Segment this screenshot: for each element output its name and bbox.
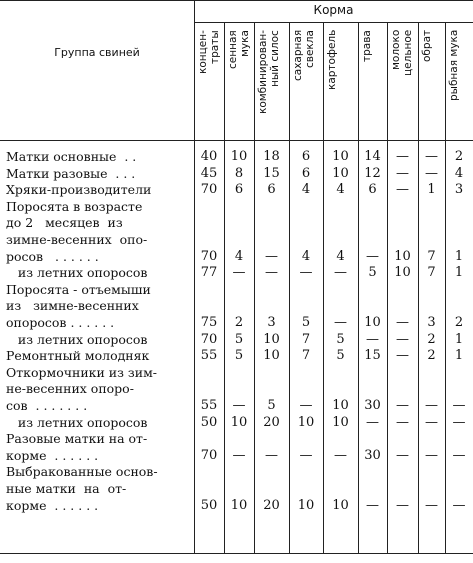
- value-cell: 45: [200, 165, 218, 181]
- value-cell: —: [396, 331, 409, 347]
- value-cell: —: [334, 315, 347, 330]
- row-label: Матки основные . .: [6, 149, 137, 164]
- rule-line: [0, 0, 473, 1]
- value-cell: 10: [394, 265, 411, 281]
- value-cell: 2: [234, 315, 244, 330]
- value-cell: 1: [454, 248, 464, 264]
- value-cell: —: [425, 447, 438, 463]
- value-cell: 4: [336, 182, 345, 198]
- value-cell: 1: [454, 265, 464, 281]
- row-label: Откормочники из зим-: [6, 364, 158, 380]
- value-cell: 2: [427, 348, 436, 364]
- value-cell: 10: [263, 331, 280, 347]
- value-cell: 18: [263, 149, 280, 164]
- value-cell: —: [425, 497, 438, 513]
- value-cell: 6: [234, 182, 244, 198]
- row-label: не-весенних опоро-: [6, 381, 134, 397]
- row-label: Ремонтный молодняк: [6, 348, 150, 364]
- value-cell: 6: [301, 165, 311, 181]
- value-cell: —: [452, 414, 466, 430]
- value-cell: 5: [234, 348, 244, 364]
- value-cell: 8: [234, 165, 244, 181]
- row-label: зимне-весенних опо-: [6, 232, 148, 247]
- rule-line: [0, 553, 473, 554]
- value-cell: —: [366, 248, 379, 264]
- column-header: сенная мука: [227, 30, 251, 69]
- row-label: из зимне-весенних: [6, 298, 139, 314]
- value-cell: —: [425, 398, 438, 413]
- value-cell: 4: [301, 182, 311, 198]
- value-cell: —: [396, 149, 409, 164]
- column-header: трава: [361, 30, 373, 62]
- value-cell: 10: [230, 149, 248, 164]
- column-header: сахарная свекла: [292, 30, 316, 82]
- row-label: росов . . . . . .: [6, 248, 99, 264]
- value-cell: —: [396, 414, 409, 430]
- value-cell: 55: [200, 348, 218, 364]
- row-label: Разовые матки на от-: [6, 431, 148, 447]
- column-header: картофель: [326, 30, 338, 91]
- value-cell: 70: [200, 248, 218, 264]
- value-cell: 5: [267, 398, 276, 413]
- value-cell: —: [425, 149, 438, 164]
- value-cell: —: [366, 414, 379, 430]
- value-cell: 10: [332, 149, 349, 164]
- row-label: Хряки-производители: [6, 182, 152, 198]
- value-cell: 5: [301, 315, 311, 330]
- value-cell: 75: [200, 315, 218, 330]
- row-label: ные матки на от-: [6, 481, 127, 496]
- row-label: Поросята в возрасте: [6, 198, 143, 214]
- value-cell: 7: [427, 265, 436, 281]
- value-cell: 2: [454, 315, 464, 330]
- value-cell: —: [299, 265, 313, 281]
- value-cell: 70: [200, 182, 218, 198]
- value-cell: 3: [267, 315, 276, 330]
- value-cell: —: [232, 447, 246, 463]
- value-cell: 10: [297, 414, 315, 430]
- value-cell: 6: [267, 182, 276, 198]
- value-cell: 15: [364, 348, 381, 364]
- value-cell: 70: [200, 447, 218, 463]
- column-divider: [323, 22, 324, 553]
- value-cell: —: [265, 447, 278, 463]
- header-group-label: Группа свиней: [54, 46, 140, 59]
- row-label: из летних опоросов: [6, 265, 148, 281]
- value-cell: 12: [364, 165, 381, 181]
- value-cell: 40: [200, 149, 218, 164]
- rule-line: [0, 140, 473, 141]
- value-cell: 10: [230, 414, 248, 430]
- column-divider: [224, 22, 225, 553]
- value-cell: 10: [394, 248, 411, 264]
- value-cell: —: [396, 348, 409, 364]
- column-header: рыбная мука: [448, 30, 460, 102]
- value-cell: 7: [301, 331, 311, 347]
- row-label: корме . . . . . .: [6, 447, 99, 463]
- value-cell: 4: [301, 248, 311, 264]
- value-cell: 2: [454, 149, 464, 164]
- value-cell: 10: [297, 497, 315, 513]
- value-cell: 10: [364, 315, 381, 330]
- value-cell: 50: [200, 497, 218, 513]
- value-cell: 7: [427, 248, 436, 264]
- value-cell: 4: [454, 165, 464, 181]
- row-label: Поросята - отъемыши: [6, 281, 151, 297]
- value-cell: —: [425, 165, 438, 181]
- value-cell: —: [299, 447, 313, 463]
- value-cell: 50: [200, 414, 218, 430]
- column-divider: [289, 22, 290, 553]
- value-cell: 70: [200, 331, 218, 347]
- value-cell: 5: [336, 348, 345, 364]
- value-cell: 5: [336, 331, 345, 347]
- column-header: молоко цельное: [390, 30, 414, 77]
- value-cell: —: [334, 447, 347, 463]
- row-label: Матки разовые . . .: [6, 165, 136, 181]
- value-cell: 20: [263, 497, 280, 513]
- row-label: до 2 месяцев из: [6, 215, 123, 231]
- value-cell: 6: [301, 149, 311, 164]
- value-cell: —: [299, 398, 313, 413]
- row-label: Выбракованные основ-: [6, 464, 158, 480]
- value-cell: 1: [427, 182, 436, 198]
- value-cell: —: [396, 497, 409, 513]
- value-cell: —: [452, 497, 466, 513]
- value-cell: 5: [368, 265, 377, 281]
- value-cell: 20: [263, 414, 280, 430]
- value-cell: 15: [263, 165, 280, 181]
- column-header: концен- траты: [197, 30, 221, 74]
- value-cell: —: [425, 414, 438, 430]
- column-divider: [445, 22, 446, 553]
- value-cell: —: [396, 398, 409, 413]
- value-cell: —: [452, 447, 466, 463]
- value-cell: —: [396, 182, 409, 198]
- row-label: сов . . . . . . .: [6, 398, 88, 413]
- value-cell: 1: [454, 348, 464, 364]
- value-cell: 10: [263, 348, 280, 364]
- value-cell: 55: [200, 398, 218, 413]
- value-cell: 5: [234, 331, 244, 347]
- value-cell: —: [366, 331, 379, 347]
- value-cell: 3: [454, 182, 464, 198]
- value-cell: —: [265, 265, 278, 281]
- column-header: комбинирован- ный силос: [257, 30, 281, 115]
- value-cell: —: [396, 165, 409, 181]
- value-cell: —: [232, 265, 246, 281]
- value-cell: 10: [230, 497, 248, 513]
- value-cell: —: [232, 398, 246, 413]
- value-cell: —: [366, 497, 379, 513]
- value-cell: 7: [301, 348, 311, 364]
- value-cell: 30: [364, 398, 381, 413]
- column-divider: [358, 22, 359, 553]
- value-cell: 77: [200, 265, 218, 281]
- column-divider: [387, 22, 388, 553]
- value-cell: 10: [332, 414, 349, 430]
- value-cell: —: [334, 265, 347, 281]
- row-label: корме . . . . . .: [6, 497, 99, 513]
- value-cell: —: [265, 248, 278, 264]
- value-cell: 14: [364, 149, 381, 164]
- value-cell: —: [396, 447, 409, 463]
- value-cell: 10: [332, 165, 349, 181]
- column-divider: [254, 22, 255, 553]
- value-cell: —: [452, 398, 466, 413]
- value-cell: 1: [454, 331, 464, 347]
- value-cell: 30: [364, 447, 381, 463]
- row-label: из летних опоросов: [6, 414, 148, 430]
- value-cell: 4: [336, 248, 345, 264]
- header-feeds-label: Корма: [313, 3, 354, 17]
- value-cell: 10: [332, 497, 349, 513]
- value-cell: 2: [427, 331, 436, 347]
- value-cell: 4: [234, 248, 244, 264]
- value-cell: 6: [368, 182, 377, 198]
- row-label: опоросов . . . . . .: [6, 315, 115, 330]
- value-cell: 3: [427, 315, 436, 330]
- column-divider: [418, 22, 419, 553]
- value-cell: 10: [332, 398, 349, 413]
- column-header: обрат: [421, 30, 433, 63]
- row-label: из летних опоросов: [6, 331, 148, 347]
- rule-line: [194, 22, 473, 23]
- value-cell: —: [396, 315, 409, 330]
